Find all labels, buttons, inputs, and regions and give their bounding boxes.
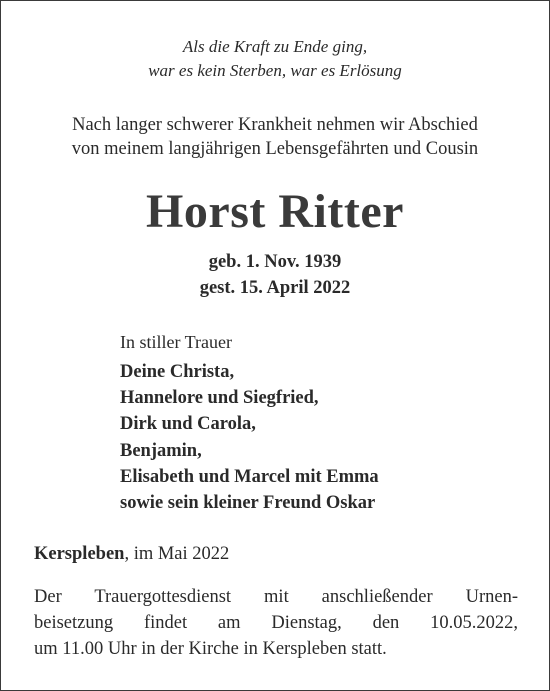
- death-date: gest. 15. April 2022: [199, 278, 351, 298]
- mourner-line: Deine Christa,: [120, 362, 235, 382]
- life-dates: [1, 249, 549, 301]
- farewell-text: [1, 113, 549, 161]
- birth-date: geb. 1. Nov. 1939: [208, 252, 342, 272]
- memorial-verse: [1, 35, 549, 83]
- deceased-name: Horst Ritter: [146, 185, 404, 238]
- verse-line-1: Als die Kraft zu Ende ging,: [182, 37, 368, 56]
- service-line-2: beisetzung findet am Dienstag, den 10.05.2022,: [34, 613, 518, 633]
- mourners-list: [120, 359, 379, 516]
- mourner-line: sowie sein kleiner Freund Oskar: [120, 493, 376, 514]
- service-line-3: um 11.00 Uhr in der Kirche in Kerspleben statt.: [34, 639, 387, 659]
- verse-line-2: war es kein Sterben, war es Erlösung: [148, 61, 402, 80]
- service-line-1: Der Trauergottesdienst mit anschließender Urnen-: [34, 587, 518, 607]
- mourner-line: Dirk und Carola,: [120, 414, 256, 435]
- farewell-line-1: Nach langer schwerer Krankheit nehmen wir Abschied: [72, 115, 478, 135]
- mourner-line: Elisabeth und Marcel mit Emma: [120, 466, 379, 487]
- place-and-date: [34, 543, 229, 565]
- funeral-service-info: [34, 584, 518, 662]
- mourner-line: Benjamin,: [120, 440, 202, 461]
- mourner-line: Hannelore und Siegfried,: [120, 388, 319, 409]
- place-town: Kerspleben: [34, 544, 125, 564]
- mourning-heading: In stiller Trauer: [120, 332, 232, 352]
- place-date: , im Mai 2022: [124, 544, 230, 564]
- farewell-line-2: von meinem langjährigen Lebensgefährten und Cousin: [71, 139, 479, 159]
